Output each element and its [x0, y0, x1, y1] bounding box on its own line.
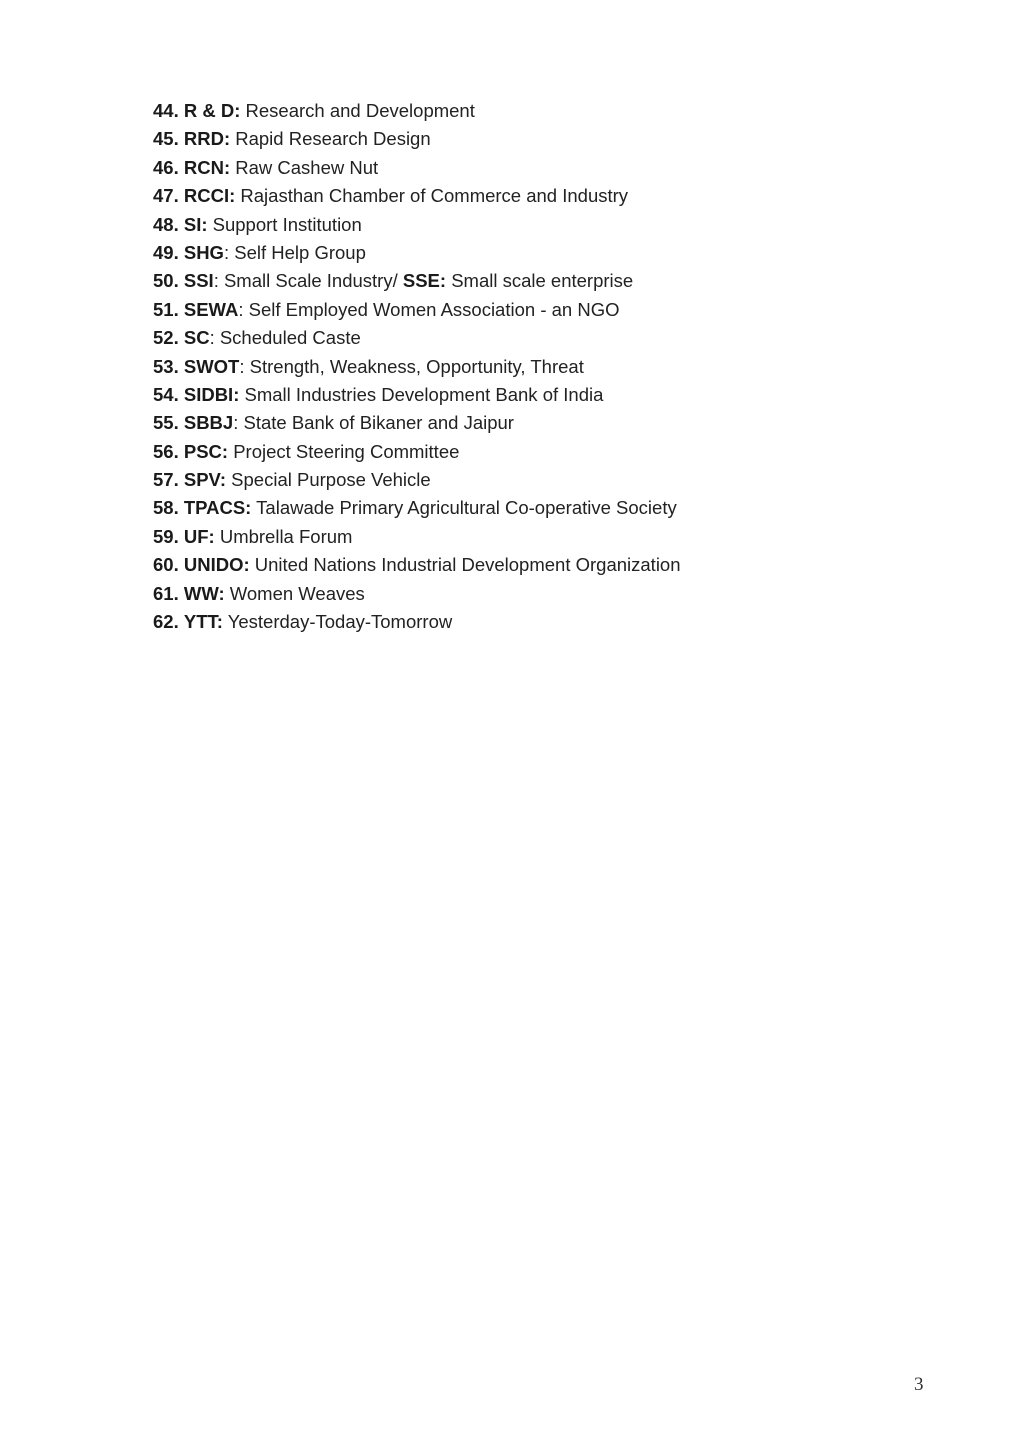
item-abbreviation: RCCI:: [183, 185, 236, 207]
item-separator: :: [209, 327, 215, 349]
list-item: [153, 267, 681, 295]
item-definition: Yesterday-Today-Tomorrow: [222, 611, 453, 633]
item-abbreviation: SC: [183, 327, 210, 349]
item-number: 62.: [153, 611, 179, 633]
list-item: [153, 239, 681, 267]
item-number: 60.: [153, 554, 179, 576]
item-abbreviation: RRD:: [183, 128, 231, 150]
list-item: [153, 353, 681, 381]
item-abbreviation: SBBJ: [183, 412, 234, 434]
item-definition: Women Weaves: [224, 582, 365, 604]
item-abbreviation: TPACS:: [183, 497, 252, 519]
item-number: 59.: [153, 525, 179, 547]
item-number: 54.: [153, 383, 179, 405]
item-number: 52.: [153, 327, 179, 349]
item-definition: Strength, Weakness, Opportunity, Threat: [244, 355, 584, 377]
list-item: [153, 438, 681, 466]
list-item: [153, 608, 681, 636]
item-separator: :: [238, 298, 244, 320]
item-number: 50.: [153, 270, 179, 292]
item-number: 45.: [153, 128, 179, 150]
item-number: 55.: [153, 412, 179, 434]
item-separator: :: [239, 355, 245, 377]
item-definition: Scheduled Caste: [214, 327, 361, 349]
list-item: [153, 211, 681, 239]
item-definition: Special Purpose Vehicle: [226, 469, 431, 491]
item-number: 61.: [153, 582, 179, 604]
item-abbreviation: SEWA: [183, 298, 239, 320]
list-item: [153, 381, 681, 409]
item-number: 58.: [153, 497, 179, 519]
item-definition: Rajasthan Chamber of Commerce and Industry: [235, 185, 629, 207]
abbreviation-list: [153, 97, 681, 636]
item-definition: Research and Development: [240, 100, 475, 121]
item-abbreviation: SWOT: [183, 355, 240, 377]
item-number: 49.: [153, 241, 179, 263]
item-definition: Self Employed Women Association - an NGO: [243, 298, 620, 320]
item-abbreviation: WW:: [183, 582, 225, 604]
item-definition: Raw Cashew Nut: [230, 156, 379, 178]
item-number: 44.: [153, 100, 179, 121]
item-definition: State Bank of Bikaner and Jaipur: [238, 412, 514, 434]
list-item: [153, 494, 681, 522]
item-separator: :: [223, 241, 230, 263]
list-item: [153, 296, 681, 324]
list-item: [153, 523, 681, 551]
list-item: [153, 125, 681, 153]
item-separator: :: [233, 412, 239, 434]
list-item: [153, 409, 681, 437]
item-abbreviation-secondary: SSE:: [402, 270, 447, 292]
item-number: 48.: [153, 213, 179, 235]
item-abbreviation: SIDBI:: [183, 383, 240, 405]
item-definition: Umbrella Forum: [214, 525, 353, 547]
item-abbreviation: RCN:: [183, 156, 231, 178]
item-abbreviation: YTT:: [183, 611, 223, 633]
list-item: [153, 97, 681, 125]
item-abbreviation: SSI: [183, 270, 214, 292]
item-number: 57.: [153, 469, 179, 491]
item-number: 47.: [153, 185, 179, 207]
item-definition: Small Industries Development Bank of India: [239, 383, 604, 405]
item-definition: Support Institution: [207, 213, 362, 235]
item-abbreviation: SI:: [183, 213, 208, 235]
item-abbreviation: PSC:: [183, 440, 229, 462]
list-item: [153, 324, 681, 352]
item-definition: Self Help Group: [229, 241, 366, 263]
item-number: 53.: [153, 355, 179, 377]
item-definition: Small Scale Industry/: [218, 270, 403, 292]
item-definition: Talawade Primary Agricultural Co-operative Society: [251, 497, 677, 519]
item-number: 56.: [153, 440, 179, 462]
item-abbreviation: UF:: [183, 525, 215, 547]
item-number: 51.: [153, 298, 179, 320]
item-definition: United Nations Industrial Development Organization: [249, 554, 681, 576]
item-abbreviation: SPV:: [183, 469, 227, 491]
list-item: [153, 580, 681, 608]
list-item: [153, 466, 681, 494]
item-definition-secondary: Small scale enterprise: [446, 270, 634, 292]
list-item: [153, 154, 681, 182]
list-item: [153, 182, 681, 210]
page-number: 3: [914, 1374, 924, 1395]
item-definition: Rapid Research Design: [230, 128, 431, 150]
item-separator: :: [213, 270, 219, 292]
list-item: [153, 551, 681, 579]
item-definition: Project Steering Committee: [228, 440, 460, 462]
item-number: 46.: [153, 156, 179, 178]
item-abbreviation: R & D:: [183, 100, 241, 121]
item-abbreviation: UNIDO:: [183, 554, 250, 576]
item-abbreviation: SHG: [183, 241, 224, 263]
